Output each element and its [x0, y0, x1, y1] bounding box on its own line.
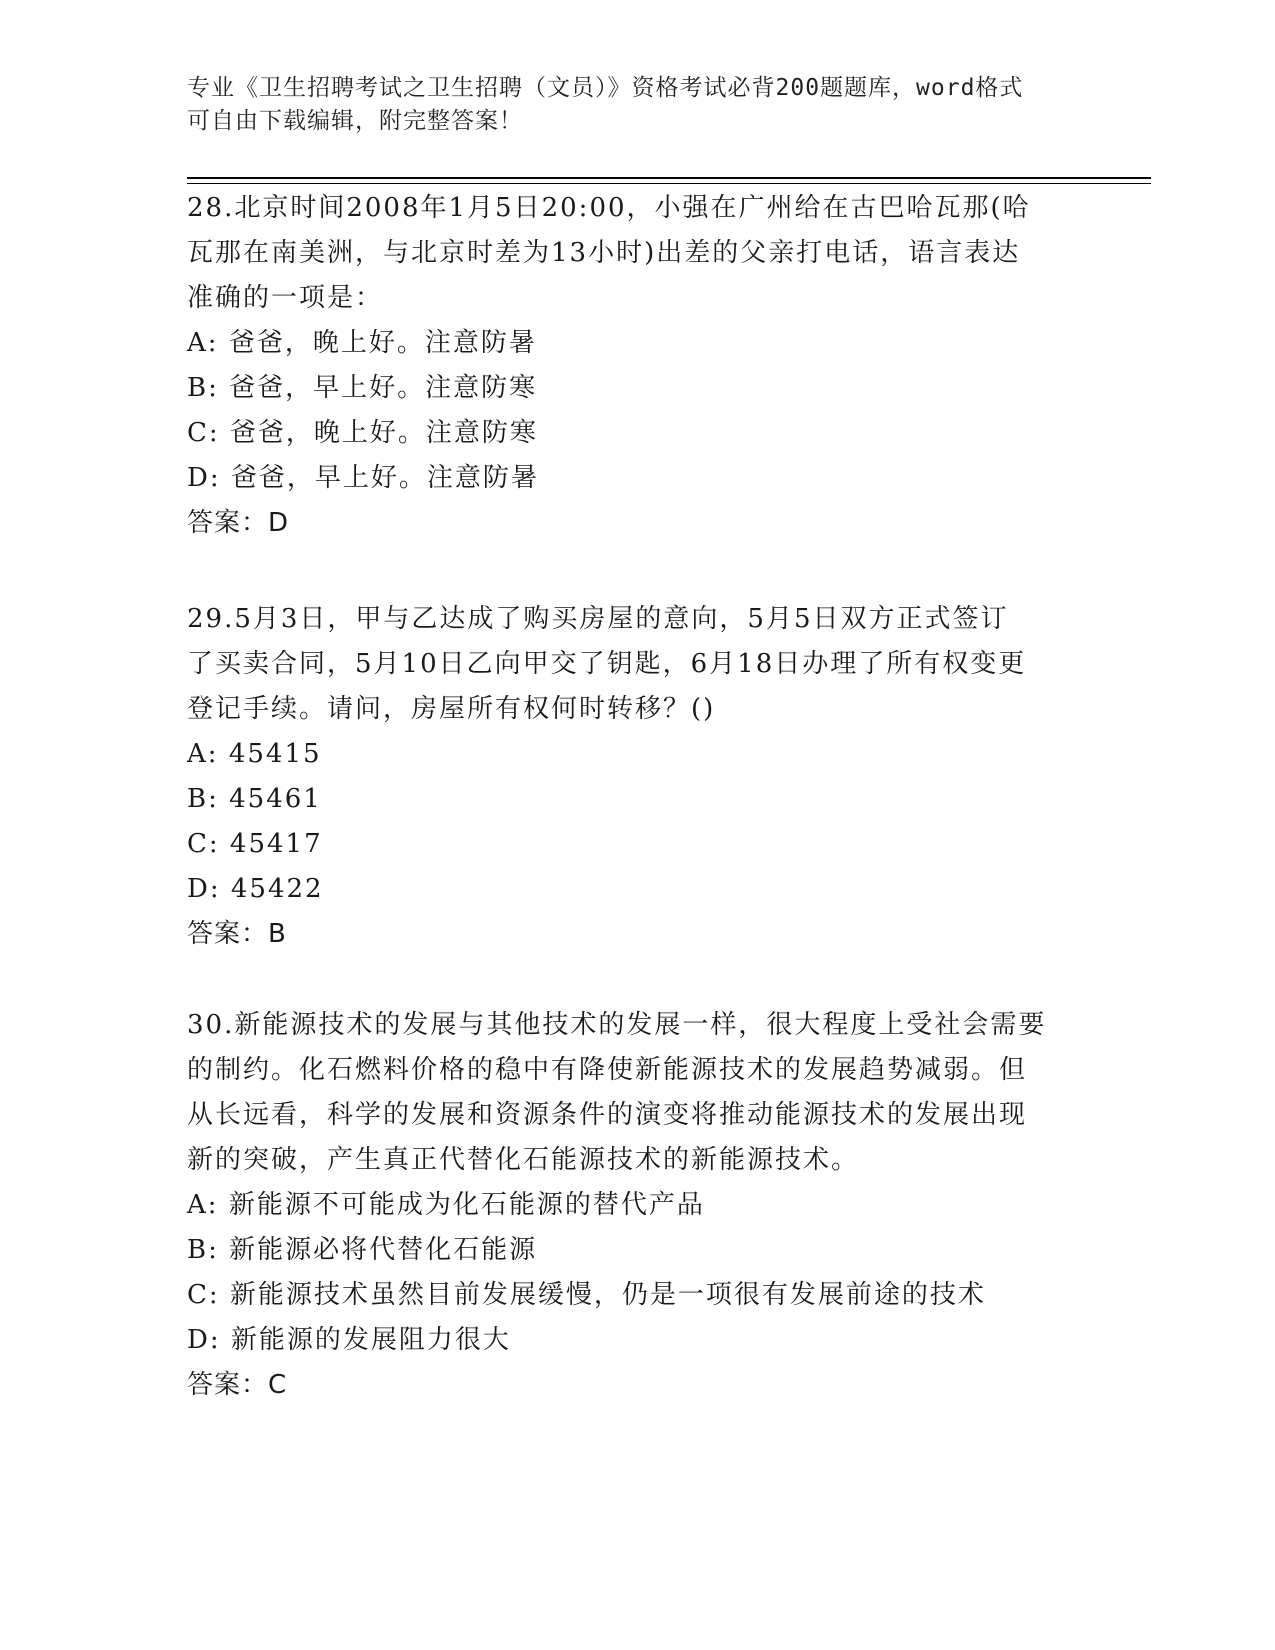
option-text: 45422	[230, 874, 324, 904]
option-text: 新能源的发展阻力很大	[230, 1325, 511, 1355]
question-text-line: 29.5月3日，甲与乙达成了购买房屋的意向，5月5日双方正式签订	[187, 604, 1009, 634]
question-text-line: 的制约。化石燃料价格的稳中有降使新能源技术的发展趋势减弱。但	[187, 1055, 1028, 1085]
option-text: 爸爸，晚上好。注意防暑	[228, 328, 537, 358]
option-letter: B:	[187, 1235, 219, 1265]
option-letter: C:	[187, 418, 220, 448]
question-text-line: 30.新能源技术的发展与其他技术的发展一样，很大程度上受社会需要	[187, 1010, 1047, 1040]
option-letter: A:	[187, 328, 219, 358]
answer-line: 答案：B	[187, 919, 287, 949]
question-text-line: 准确的一项是：	[187, 283, 384, 313]
option-a	[187, 1183, 1087, 1228]
option-text: 新能源不可能成为化石能源的替代产品	[228, 1190, 705, 1220]
option-a	[187, 732, 1087, 777]
option-c	[187, 822, 1087, 867]
option-text: 新能源技术虽然目前发展缓慢，仍是一项很有发展前途的技术	[229, 1280, 986, 1310]
option-text: 爸爸，早上好。注意防暑	[230, 463, 539, 493]
question-text-line: 28.北京时间2008年1月5日20:00，小强在广州给在古巴哈瓦那(哈	[187, 193, 1031, 223]
question-text-line: 从长远看，科学的发展和资源条件的演变将推动能源技术的发展出现	[187, 1100, 1028, 1130]
question-text-line: 了买卖合同，5月10日乙向甲交了钥匙，6月18日办理了所有权变更	[187, 649, 1027, 679]
option-d	[187, 456, 1087, 501]
option-letter: B:	[187, 373, 219, 403]
question-text-line: 瓦那在南美洲，与北京时差为13小时)出差的父亲打电话，语言表达	[187, 238, 1021, 268]
question-28	[187, 186, 1087, 546]
question-29	[187, 597, 1087, 957]
option-text: 45461	[229, 784, 322, 814]
option-letter: A:	[187, 1190, 219, 1220]
option-letter: D:	[187, 463, 221, 493]
option-b	[187, 777, 1087, 822]
option-text: 爸爸，晚上好。注意防寒	[229, 418, 538, 448]
option-letter: C:	[187, 829, 220, 859]
option-b	[187, 1228, 1087, 1273]
option-letter: B:	[187, 784, 219, 814]
option-c	[187, 411, 1087, 456]
option-a	[187, 321, 1087, 366]
header-line-1: 专业《卫生招聘考试之卫生招聘（文员）》资格考试必背200题题库，word格式	[187, 75, 1024, 101]
answer-line: 答案：C	[187, 1370, 288, 1400]
header-divider-thick	[187, 177, 1151, 179]
option-d	[187, 1318, 1087, 1363]
header-line-2: 可自由下载编辑，附完整答案！	[187, 108, 523, 134]
header-divider-thin	[187, 183, 1151, 184]
question-text-line: 新的突破，产生真正代替化石能源技术的新能源技术。	[187, 1145, 860, 1175]
option-c	[187, 1273, 1087, 1318]
option-letter: C:	[187, 1280, 220, 1310]
question-text-line: 登记手续。请问，房屋所有权何时转移？()	[187, 694, 716, 724]
document-header	[187, 72, 1087, 138]
option-text: 爸爸，早上好。注意防寒	[229, 373, 538, 403]
option-letter: A:	[187, 739, 219, 769]
option-b	[187, 366, 1087, 411]
option-text: 新能源必将代替化石能源	[229, 1235, 538, 1265]
question-30	[187, 1003, 1087, 1408]
option-text: 45417	[229, 829, 323, 859]
option-text: 45415	[228, 739, 322, 769]
option-letter: D:	[187, 874, 221, 904]
option-d	[187, 867, 1087, 912]
answer-line: 答案：D	[187, 508, 290, 538]
option-letter: D:	[187, 1325, 221, 1355]
